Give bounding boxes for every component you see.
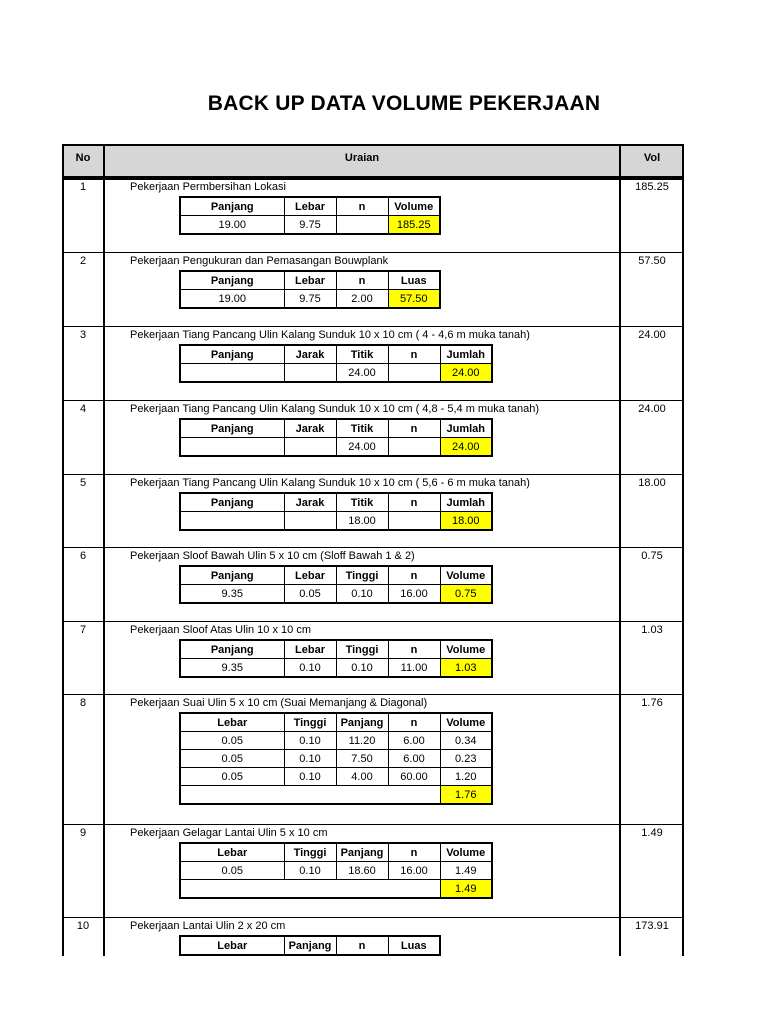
row-divider [62,917,684,918]
calc-column-header: Tinggi [336,566,388,585]
calc-column-header: n [336,197,388,216]
calc-cell: 0.10 [284,768,336,786]
calc-table [179,565,493,604]
calc-column-header: Volume [440,843,492,862]
calc-column-header: Jumlah [440,419,492,438]
calc-column-header: Jarak [284,419,336,438]
calc-table-row [180,732,492,750]
calc-column-header: n [388,345,440,364]
calc-cell: 9.75 [284,290,336,309]
item-description: Pekerjaan Permbersihan Lokasi [130,181,286,193]
calc-column-header: Tinggi [284,843,336,862]
calc-cell: 0.34 [440,732,492,750]
item-description: Pekerjaan Sloof Atas Ulin 10 x 10 cm [130,624,311,636]
item-volume: 1.49 [641,827,663,839]
calc-cell: 7.50 [336,750,388,768]
calc-column-header: Jarak [284,345,336,364]
page-title: BACK UP DATA VOLUME PEKERJAAN [207,92,601,115]
calc-cell: 0.75 [440,585,492,604]
calc-cell: 2.00 [336,290,388,309]
calc-table-row [180,862,492,880]
item-number: 5 [79,477,87,489]
calc-cell: 4.00 [336,768,388,786]
header-bottom-border [62,178,684,180]
calc-table-header-row [180,493,492,512]
calc-column-header: n [388,493,440,512]
calc-column-header: Tinggi [284,713,336,732]
calc-cell: 1.03 [440,659,492,678]
calc-column-header: Panjang [180,640,284,659]
calc-table [179,196,441,235]
calc-table [179,842,493,899]
calc-column-header: Panjang [180,271,284,290]
calc-column-header: Luas [388,936,440,955]
row-divider [62,252,684,253]
calc-column-header: Jumlah [440,345,492,364]
calc-cell: 0.05 [180,750,284,768]
item-description: Pekerjaan Sloof Bawah Ulin 5 x 10 cm (Sloff Bawah 1 & 2) [130,550,415,562]
item-volume: 1.76 [641,697,663,709]
calc-cell: 19.00 [180,216,284,235]
item-description: Pekerjaan Tiang Pancang Ulin Kalang Sunduk 10 x 10 cm ( 4 - 4,6 m muka tanah) [130,329,530,341]
calc-table [179,492,493,531]
calc-cell: 18.00 [440,512,492,531]
calc-column-header: Titik [336,419,388,438]
header-no: No [75,152,91,164]
calc-cell: 0.05 [180,768,284,786]
calc-column-header: n [388,566,440,585]
calc-cell: 11.20 [336,732,388,750]
calc-total-value: 1.76 [440,786,492,805]
calc-cell: 19.00 [180,290,284,309]
calc-cell [180,364,284,383]
calc-cell [180,512,284,531]
calc-table-row [180,512,492,531]
item-description: Pekerjaan Pengukuran dan Pemasangan Bouwplank [130,255,389,267]
calc-table-header-row [180,936,440,955]
calc-column-header: Volume [440,566,492,585]
calc-column-header: Luas [388,271,440,290]
item-volume: 18.00 [638,477,666,489]
row-divider [62,474,684,475]
calc-column-header: Panjang [180,566,284,585]
calc-cell [284,512,336,531]
calc-column-header: Volume [440,713,492,732]
calc-cell: 24.00 [336,438,388,457]
calc-column-header: Panjang [180,345,284,364]
calc-column-header: Titik [336,493,388,512]
item-number: 1 [79,181,87,193]
calc-cell: 185.25 [388,216,440,235]
item-number: 8 [79,697,87,709]
calc-cell: 0.10 [284,862,336,880]
header-vol: Vol [643,152,661,164]
calc-column-header: Panjang [336,843,388,862]
calc-cell: 16.00 [388,585,440,604]
calc-column-header: Lebar [180,936,284,955]
row-divider [62,621,684,622]
calc-column-header: Lebar [284,566,336,585]
calc-total-row [180,786,492,805]
calc-cell: 6.00 [388,750,440,768]
item-number: 6 [79,550,87,562]
calc-table-header-row [180,271,440,290]
item-description: Pekerjaan Tiang Pancang Ulin Kalang Sunduk 10 x 10 cm ( 4,8 - 5,4 m muka tanah) [130,403,540,415]
calc-cell: 9.35 [180,659,284,678]
calc-total-spacer [180,880,440,899]
calc-cell: 0.05 [180,862,284,880]
calc-table-row [180,585,492,604]
calc-cell: 9.75 [284,216,336,235]
calc-table-row [180,768,492,786]
calc-cell: 6.00 [388,732,440,750]
calc-cell: 60.00 [388,768,440,786]
calc-cell: 9.35 [180,585,284,604]
item-number: 7 [79,624,87,636]
item-description: Pekerjaan Gelagar Lantai Ulin 5 x 10 cm [130,827,328,839]
item-description: Pekerjaan Lantai Ulin 2 x 20 cm [130,920,286,932]
calc-table-header-row [180,566,492,585]
calc-column-header: Panjang [180,493,284,512]
calc-cell: 0.10 [336,585,388,604]
item-volume: 1.03 [641,624,663,636]
calc-cell: 0.05 [180,732,284,750]
calc-column-header: Volume [440,640,492,659]
calc-column-header: n [336,271,388,290]
calc-table [179,639,493,678]
calc-total-row [180,880,492,899]
item-volume: 185.25 [635,181,669,193]
calc-column-header: Lebar [284,640,336,659]
item-number: 2 [79,255,87,267]
item-volume: 24.00 [638,403,666,415]
calc-cell [284,364,336,383]
item-description: Pekerjaan Suai Ulin 5 x 10 cm (Suai Memanjang & Diagonal) [130,697,428,709]
calc-cell: 1.20 [440,768,492,786]
calc-cell [388,512,440,531]
calc-table-header-row [180,640,492,659]
calc-cell: 0.10 [284,732,336,750]
calc-table [179,344,493,383]
calc-column-header: Panjang [180,197,284,216]
calc-column-header: n [388,640,440,659]
calc-column-header: n [388,713,440,732]
calc-cell [388,438,440,457]
calc-column-header: n [388,843,440,862]
calc-table-header-row [180,197,440,216]
item-volume: 0.75 [641,550,663,562]
calc-cell [180,438,284,457]
calc-table-header-row [180,345,492,364]
calc-column-header: Panjang [180,419,284,438]
item-number: 10 [76,920,90,932]
calc-cell: 24.00 [336,364,388,383]
calc-cell: 18.00 [336,512,388,531]
calc-column-header: Lebar [284,271,336,290]
calc-column-header: Lebar [180,713,284,732]
calc-column-header: Jarak [284,493,336,512]
calc-cell: 0.10 [284,659,336,678]
calc-cell: 16.00 [388,862,440,880]
calc-column-header: Jumlah [440,493,492,512]
calc-cell [388,364,440,383]
calc-column-header: Titik [336,345,388,364]
calc-cell: 24.00 [440,438,492,457]
calc-column-header: Lebar [180,843,284,862]
row-divider [62,326,684,327]
item-volume: 24.00 [638,329,666,341]
calc-column-header: n [336,936,388,955]
calc-table [179,270,441,309]
item-number: 3 [79,329,87,341]
calc-table-row [180,438,492,457]
calc-table-row [180,750,492,768]
row-divider [62,694,684,695]
calc-cell: 18.60 [336,862,388,880]
calc-table-row [180,290,440,309]
item-number: 4 [79,403,87,415]
calc-table-row [180,364,492,383]
calc-table-header-row [180,713,492,732]
item-description: Pekerjaan Tiang Pancang Ulin Kalang Sunduk 10 x 10 cm ( 5,6 - 6 m muka tanah) [130,477,530,489]
calc-table-header-row [180,843,492,862]
calc-cell: 0.23 [440,750,492,768]
row-divider [62,547,684,548]
calc-column-header: Tinggi [336,640,388,659]
calc-table-header-row [180,419,492,438]
item-volume: 57.50 [638,255,666,267]
calc-column-header: n [388,419,440,438]
calc-cell: 11.00 [388,659,440,678]
calc-total-value: 1.49 [440,880,492,899]
calc-cell: 0.10 [284,750,336,768]
item-number: 9 [79,827,87,839]
calc-cell: 0.10 [336,659,388,678]
calc-column-header: Panjang [284,936,336,955]
calc-column-header: Panjang [336,713,388,732]
calc-column-header: Volume [388,197,440,216]
calc-cell [336,216,388,235]
calc-column-header: Lebar [284,197,336,216]
calc-cell: 24.00 [440,364,492,383]
calc-cell [284,438,336,457]
calc-table-row [180,659,492,678]
row-divider [62,824,684,825]
item-volume: 173.91 [635,920,669,932]
calc-table [179,712,493,805]
calc-total-spacer [180,786,440,805]
header-uraian: Uraian [344,152,380,164]
calc-table-row [180,216,440,235]
row-divider [62,400,684,401]
calc-table [179,935,441,956]
calc-cell: 1.49 [440,862,492,880]
calc-table [179,418,493,457]
calc-cell: 57.50 [388,290,440,309]
calc-cell: 0.05 [284,585,336,604]
